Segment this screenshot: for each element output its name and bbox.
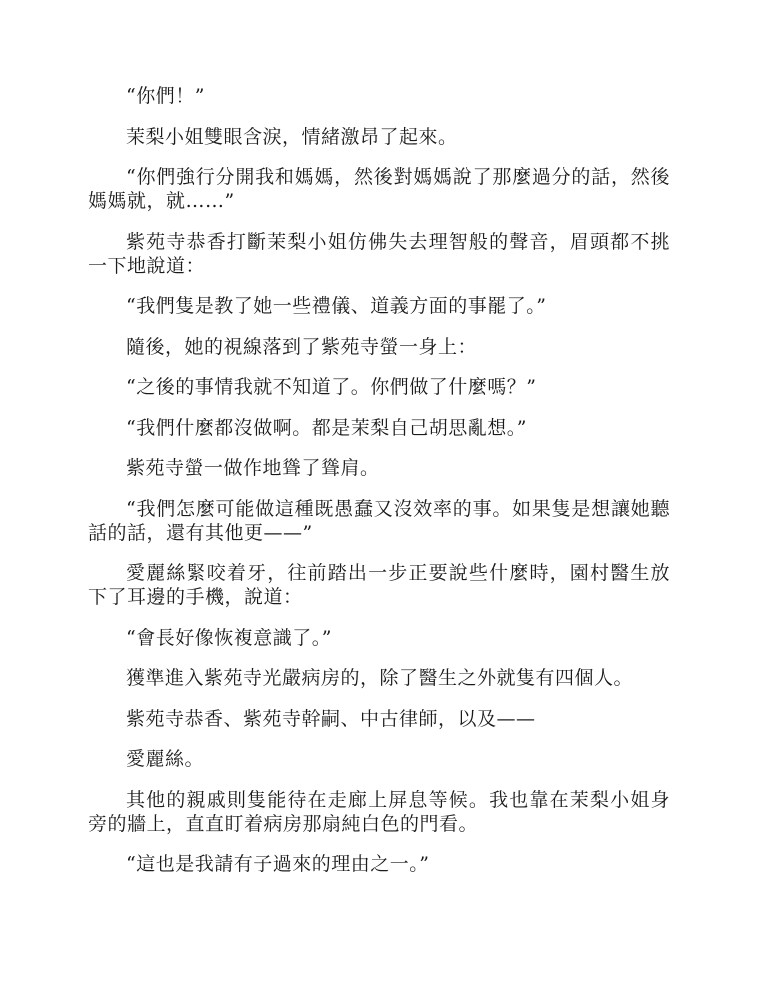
paragraph-6: 隨後，她的視線落到了紫苑寺螢一身上：: [126, 335, 478, 358]
paragraph-14: 紫苑寺恭香、紫苑寺幹嗣、中古律師，以及——: [126, 707, 536, 730]
paragraph-16: 其他的親戚則隻能待在走廊上屏息等候。我也靠在茉梨小姐身旁的牆上，直直盯着病房那扇純白色的門看。: [88, 788, 670, 835]
document-page: [88, 84, 670, 893]
paragraph-15: 愛麗絲。: [126, 748, 205, 770]
paragraph-5: “我們隻是教了她一些禮儀、道義方面的事罷了。”: [126, 295, 547, 317]
paragraph-7: “之後的事情我就不知道了。你們做了什麼嗎？”: [126, 376, 537, 398]
paragraph-2: 茉梨小姐雙眼含淚，情緒激昂了起來。: [126, 125, 458, 148]
paragraph-8: “我們什麼都沒做啊。都是茉梨自己胡思亂想。”: [126, 416, 527, 439]
paragraph-17: “這也是我請有子過來的理由之一。”: [126, 853, 430, 875]
paragraph-10: “我們怎麼可能做這種既愚蠢又沒效率的事。如果隻是想讓她聽話的話，還有其他更——”: [88, 497, 670, 544]
paragraph-1: “你們！”: [126, 85, 205, 107]
paragraph-12: “會長好像恢複意識了。”: [126, 626, 332, 649]
paragraph-4: 紫苑寺恭香打斷茉梨小姐仿佛失去理智般的聲音，眉頭都不挑一下地說道：: [88, 230, 670, 277]
paragraph-13: 獲準進入紫苑寺光嚴病房的，除了醫生之外就隻有四個人。: [126, 667, 634, 689]
paragraph-3: “你們強行分開我和媽媽，然後對媽媽說了那麼過分的話，然後媽媽就，就……”: [88, 166, 670, 212]
paragraph-11: 愛麗絲緊咬着牙，往前踏出一步正要說些什麼時，園村醫生放下了耳邊的手機，說道：: [88, 562, 670, 608]
paragraph-9: 紫苑寺螢一做作地聳了聳肩。: [126, 457, 380, 479]
